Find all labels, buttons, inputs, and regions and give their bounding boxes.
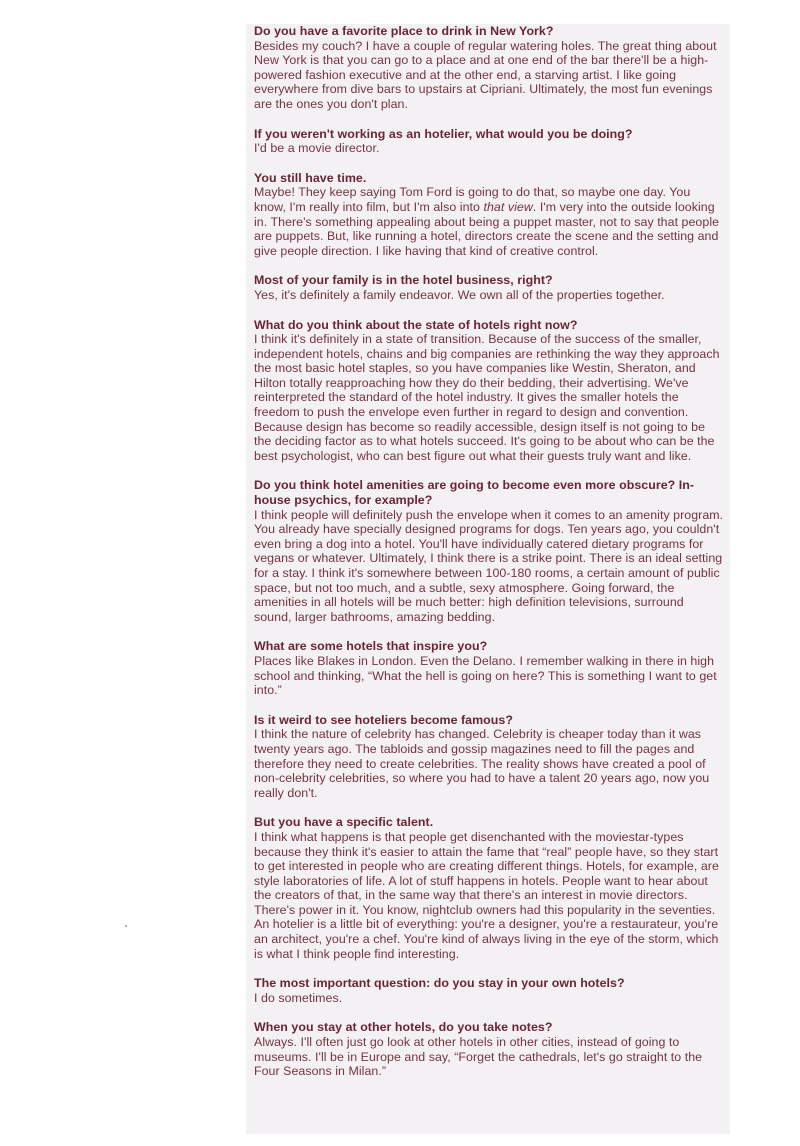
answer xyxy=(254,185,724,258)
answer: I think the nature of celebrity has changed. Celebrity is cheaper today than it was twenty years ago. The tabloids and gossip magazines need to fill the pages and therefore they need to create celebrities. The reality shows have created a pool of non-celebrity celebrities, so where you had to have a talent 20 years ago, now you really don't. xyxy=(254,727,710,800)
question: If you weren't working as an hotelier, what would you be doing? xyxy=(254,126,633,141)
answer: Places like Blakes in London. Even the Delano. I remember walking in there in high school and thinking, “What the hell is going on here? This is something I want to get into.” xyxy=(254,653,717,698)
qa-block-specific-talent xyxy=(254,815,724,961)
answer-text: . I'm very into the outside looking in. There's something appealing about being a puppet master, not to say that people are puppets. But, like running a hotel, directors create the scene and the setting and give people direction. I like having that kind of creative control. xyxy=(254,199,720,258)
answer: I think it's definitely in a state of transition. Because of the success of the smaller, independent hotels, chains and big companies are rethinking the way they approach the most basic hotel staples, so you have companies like Westin, Sheraton, and Hilton totally reapproaching how they do their bedding, their advertising. We've reinterpreted the standard of the hotel industry. It gives the smaller hotels the freedom to push the envelope even further in regard to design and convention. Because design has become so readily accessible, design itself is not going to be the deciding factor as to what hotels succeed. It's going to be about who can be the best psychologist, who can best figure out what their guests truly want and like. xyxy=(254,332,720,463)
question: Most of your family is in the hotel business, right? xyxy=(254,273,553,288)
question: When you stay at other hotels, do you take notes? xyxy=(254,1020,553,1035)
qa-block-amenities xyxy=(254,478,724,624)
answer: Yes, it's definitely a family endeavor. We own all of the properties together. xyxy=(254,287,665,302)
qa-block-own-hotels xyxy=(254,976,724,1005)
qa-block-favorite-place xyxy=(254,24,724,112)
question: Is it weird to see hoteliers become famous? xyxy=(254,712,513,727)
answer: I'd be a movie director. xyxy=(254,141,380,156)
qa-block-alternate-career xyxy=(254,127,724,156)
question: What do you think about the state of hotels right now? xyxy=(254,317,578,332)
answer: I do sometimes. xyxy=(254,990,343,1005)
answer-emphasis: that view xyxy=(483,199,533,214)
answer: Besides my couch? I have a couple of regular watering holes. The great thing about New York is that you can go to a place and at one end of the bar there'll be a high-powered fashion executive and at the other end, a starving artist. I like going everywhere from dive bars to upstairs at Cipriani. Ultimately, the most fun evenings are the ones you don't plan. xyxy=(254,38,717,111)
interview-text xyxy=(254,24,724,1094)
qa-block-famous-hoteliers xyxy=(254,713,724,801)
question: Do you think hotel amenities are going to become even more obscure? In-house psychics, for example? xyxy=(254,478,695,508)
qa-block-still-have-time xyxy=(254,171,724,259)
qa-block-inspiring-hotels xyxy=(254,639,724,697)
qa-block-take-notes xyxy=(254,1020,724,1078)
qa-block-state-of-hotels xyxy=(254,318,724,464)
answer: I think what happens is that people get disenchanted with the moviestar-types because they think it's easier to attain the fame that “real” people have, so they start to get interested in people who are creating different things. Hotels, for example, are style laboratories of life. A lot of stuff happens in hotels. People want to hear about the creators of that, in the same way that there's an interest in movie directors. There's power in it. You know, nightclub owners had this popularity in the seventies. An hotelier is a little bit of everything: you're a designer, you're a restaurateur, you're an architect, you're a chef. You're kind of always living in the eye of the storm, which is what I think people find interesting. xyxy=(254,829,719,961)
question: You still have time. xyxy=(254,170,367,185)
answer-text: Maybe! They keep saying Tom Ford is going to do that, so maybe one day. You know, I'm really into film, but I'm also into xyxy=(254,185,691,214)
question: The most important question: do you stay in your own hotels? xyxy=(254,976,625,991)
scan-speck xyxy=(125,925,127,927)
qa-block-family-business xyxy=(254,273,724,302)
answer: Always. I'll often just go look at other hotels in other cities, instead of going to museums. I'll be in Europe and say, “Forget the cathedrals, let's go straight to the Four Seasons in Milan.” xyxy=(254,1035,703,1079)
question: But you have a specific talent. xyxy=(254,815,434,830)
answer: I think people will definitely push the envelope when it comes to an amenity program. You already have specially designed programs for dogs. Ten years ago, you couldn't even bring a dog into a hotel. You'll have individually catered dietary programs for vegans or whatever. Ultimately, I think there is a strike point. There is an ideal setting for a stay. I think it's somewhere between 100-180 rooms, a certain amount of public space, but not too much, and a subtle, sexy atmosphere. Going forward, the amenities in all hotels will be much better: high definition televisions, surround sound, larger bathrooms, amazing bedding. xyxy=(254,507,724,624)
question: Do you have a favorite place to drink in New York? xyxy=(254,24,554,38)
question: What are some hotels that inspire you? xyxy=(254,639,488,654)
